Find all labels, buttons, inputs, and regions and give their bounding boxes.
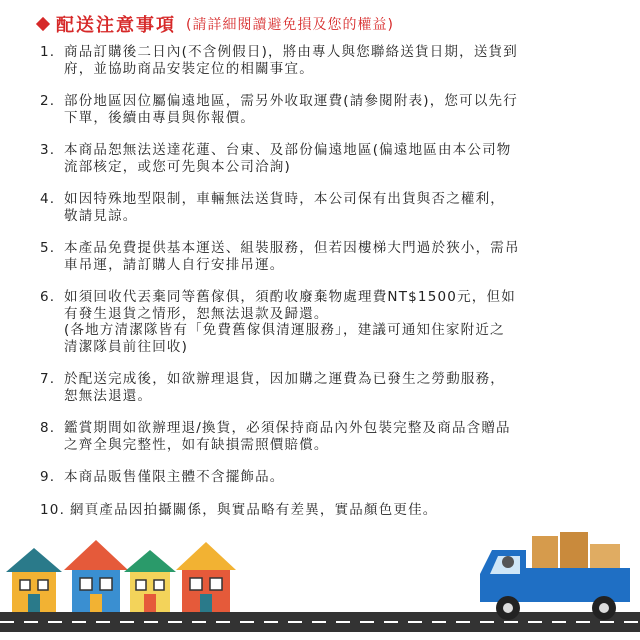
notice-number: 2. (40, 93, 56, 109)
notice-text-line: 流部核定，或您可先與本公司洽詢) (64, 158, 291, 175)
notice-item (40, 191, 600, 224)
notice-text-line: 如須回收代丟棄同等舊傢俱，須酌收廢棄物處理費NT$1500元，但如 (64, 289, 516, 305)
notice-text-line: 敬請見諒。 (64, 207, 138, 224)
notice-item (40, 420, 600, 453)
notice-number: 10. (40, 501, 66, 518)
page-title: 配送注意事項 (56, 15, 176, 36)
notice-item (40, 240, 600, 273)
notice-text-line: 於配送完成後，如欲辦理退貨，因加購之運費為已發生之勞動服務， (64, 371, 505, 387)
notice-text-line: 商品訂購後二日內(不含例假日)，將由專人與您聯絡送貨日期，送貨到 (64, 44, 518, 60)
diamond-bullet-icon (36, 17, 50, 31)
notice-text-line: 車吊運，請訂購人自行安排吊運。 (64, 256, 285, 273)
notice-item (40, 371, 600, 404)
notice-list (40, 44, 600, 534)
notice-text-line: 網頁產品因拍攝關係，與實品略有差異，實品顏色更佳。 (70, 501, 438, 518)
house-icon (6, 548, 62, 612)
cargo-box-icon (532, 536, 558, 568)
notice-text-line: 有發生退貨之情形，恕無法退款及歸還。 (64, 305, 329, 322)
notice-text-line: 鑑賞期間如欲辦理退/換貨，必須保持商品內外包裝完整及商品含贈品 (64, 420, 511, 436)
house-icon (124, 550, 176, 612)
house-icon (176, 542, 236, 612)
cargo-box-icon (590, 544, 620, 568)
house-icon (64, 540, 128, 612)
notice-text-line: (各地方清潔隊皆有「免費舊傢俱清運服務」，建議可通知住家附近之 (64, 322, 505, 338)
notice-text-line: 本商品恕無法送達花蓮、台東、及部份偏遠地區(偏遠地區由本公司物 (64, 142, 512, 158)
notice-text-line: 本商品販售僅限主體不含擺飾品。 (64, 469, 285, 485)
notice-number: 3. (40, 142, 56, 158)
notice-text-line: 府，並協助商品安裝定位的相關事宜。 (64, 60, 314, 77)
notice-item (40, 502, 600, 519)
notice-number: 6. (40, 289, 56, 305)
notice-text-line: 下單，後續由專員與你報價。 (64, 109, 256, 126)
notice-text-line: 部份地區因位屬偏遠地區，需另外收取運費(請參閱附表)，您可以先行 (64, 93, 518, 109)
notice-item (40, 469, 600, 486)
notice-item (40, 142, 600, 175)
notice-number: 5. (40, 240, 56, 256)
notice-number: 9. (40, 469, 56, 485)
notice-item (40, 93, 600, 126)
notice-text-line: 恕無法退還。 (64, 387, 153, 404)
cargo-box-icon (560, 532, 588, 568)
notice-number: 7. (40, 371, 56, 387)
notice-text-line: 清潔隊員前往回收) (64, 338, 189, 355)
notice-item (40, 44, 600, 77)
notice-number: 1. (40, 44, 56, 60)
page-subtitle: (請詳細閱讀避免損及您的權益) (186, 17, 394, 33)
notice-header (38, 10, 394, 38)
notice-text-line: 之齊全與完整性，如有缺損需照價賠償。 (64, 436, 329, 453)
notice-text-line: 如因特殊地型限制，車輛無法送貨時，本公司保有出貨與否之權利， (64, 191, 505, 207)
notice-number: 4. (40, 191, 56, 207)
delivery-truck-icon (480, 532, 630, 620)
notice-number: 8. (40, 420, 56, 436)
notice-text-line: 本產品免費提供基本運送、組裝服務，但若因樓梯大門過於狹小，需吊 (64, 240, 520, 256)
delivery-illustration (0, 528, 640, 640)
notice-item (40, 289, 600, 355)
